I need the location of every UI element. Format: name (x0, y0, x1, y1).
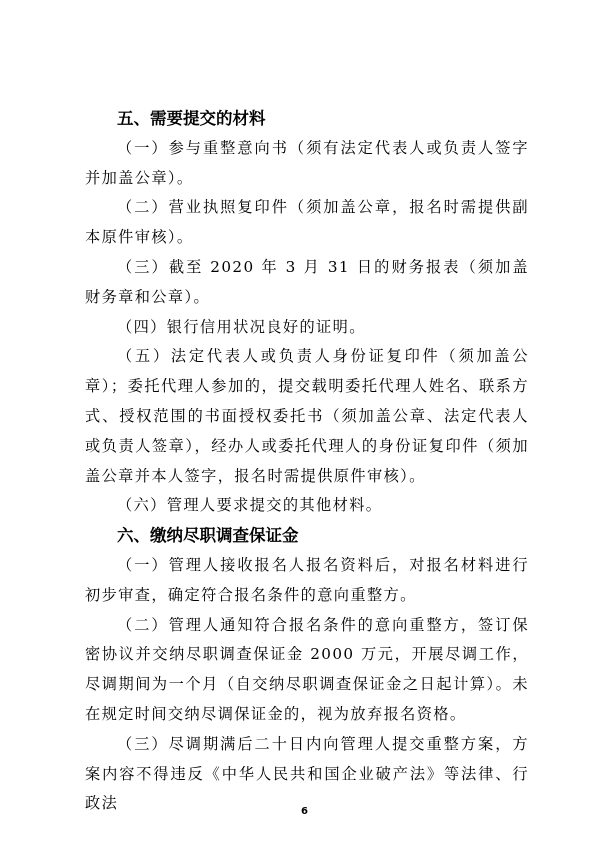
paragraph-business-license: （二）营业执照复印件（须加盖公章，报名时需提供副本原件审核）。 (85, 198, 529, 247)
paragraph-preliminary-review: （一）管理人接收报名人报名资料后，对报名材料进行初步审查，确定符合报名条件的意向重整方。 (85, 555, 529, 604)
paragraph-deposit-payment: （二）管理人通知符合报名条件的意向重整方，签订保密协议并交纳尽职调查保证金 2000 万元，开展尽调工作，尽调期间为一个月（自交纳尽职调查保证金之日起计算）。未在规定时间交纳尽调保证金的，视为放弃报名资格。 (85, 615, 529, 723)
paragraph-financial-statements: （三）截至 2020 年 3 月 31 日的财务报表（须加盖财务章和公章）。 (85, 257, 529, 306)
section-heading-materials: 五、需要提交的材料 (117, 109, 266, 128)
page-number: 6 (301, 806, 308, 817)
paragraph-other-materials: （六）管理人要求提交的其他材料。 (117, 496, 383, 515)
document-body (85, 104, 529, 819)
section-heading-deposit: 六、缴纳尽职调查保证金 (117, 526, 299, 546)
paragraph-restructuring-plan: （三）尽调期满后二十日内向管理人提交重整方案，方案内容不得违反《中华人民共和国企业破产法》等法律、行政法 (85, 734, 529, 813)
paragraph-intent-letter: （一）参与重整意向书（须有法定代表人或负责人签字并加盖公章）。 (85, 138, 529, 187)
paragraph-bank-credit: （四）银行信用状况良好的证明。 (117, 317, 366, 336)
paragraph-id-copies: （五）法定代表人或负责人身份证复印件（须加盖公章）；委托代理人参加的，提交载明委托代理人姓名、联系方式、授权范围的书面授权委托书（须加盖公章、法定代表人或负责人签章），经办人或委托代理人的身份证复印件（须加盖公章并本人签字，报名时需提供原件审核）。 (85, 347, 529, 485)
